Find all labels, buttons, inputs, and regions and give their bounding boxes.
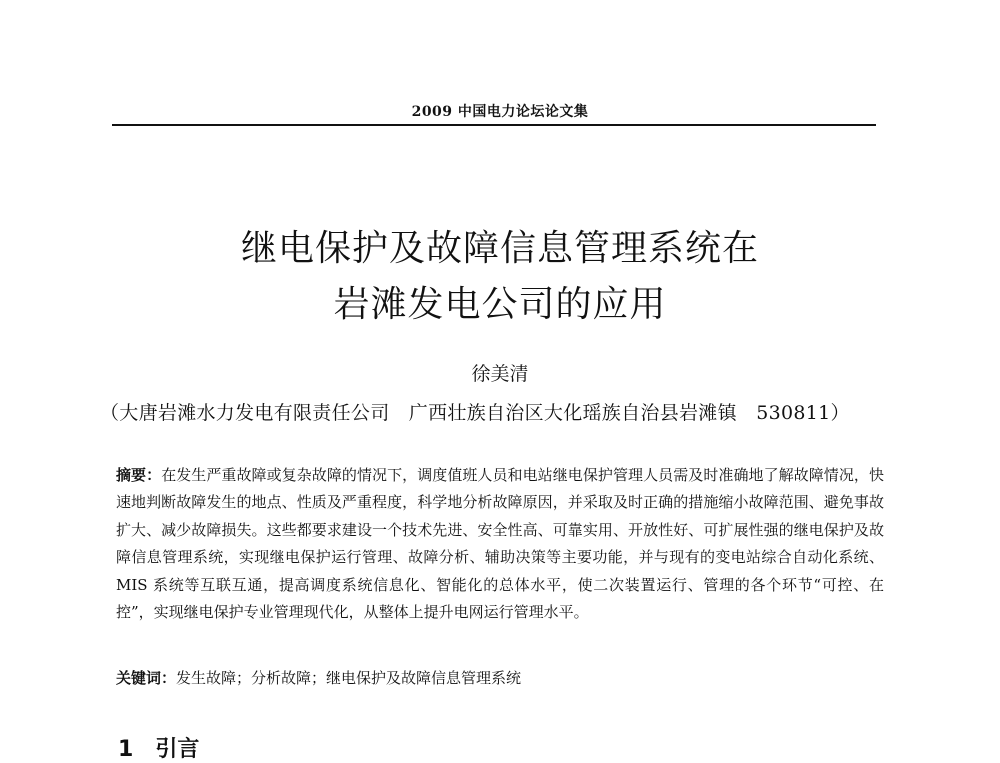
author-name: 徐美清 bbox=[471, 363, 529, 385]
abstract bbox=[116, 462, 884, 626]
section-heading-introduction bbox=[118, 732, 199, 763]
abstract-label: 摘要： bbox=[116, 466, 162, 484]
section-title: 引言 bbox=[155, 737, 200, 762]
keywords-text: 发生故障；分析故障；继电保护及故障信息管理系统 bbox=[176, 669, 522, 687]
paper-title-line-2: 岩滩发电公司的应用 bbox=[333, 284, 667, 325]
keywords bbox=[116, 667, 884, 688]
running-header: 2009 中国电力论坛论文集 bbox=[411, 104, 589, 120]
author-affiliation: （大唐岩滩水力发电有限责任公司 广西壮族自治区大化瑶族自治县岩滩镇 530811） bbox=[100, 402, 850, 424]
header-rule bbox=[112, 124, 876, 126]
paper-title-line-1: 继电保护及故障信息管理系统在 bbox=[240, 228, 759, 269]
section-number: 1 bbox=[118, 737, 134, 762]
abstract-text: 在发生严重故障或复杂故障的情况下，调度值班人员和电站继电保护管理人员需及时准确地了解故障情况，快速地判断故障发生的地点、性质及严重程度，科学地分析故障原因，并采取及时正确的措施缩小故障范围、避免事故扩大、减少故障损失。这些都要求建设一个技术先进、安全性高、可靠实用、开放性好、可扩展性强的继电保护及故障信息管理系统，实现继电保护运行管理、故障分析、辅助决策等主要功能，并与现有的变电站综合自动化系统、MIS 系统等互联互通，提高调度系统信息化、智能化的总体水平，使二次装置运行、管理的各个环节“可控、在控”，实现继电保护专业管理现代化，从整体上提升电网运行管理水平。 bbox=[116, 466, 884, 622]
keywords-label: 关键词： bbox=[116, 669, 177, 687]
